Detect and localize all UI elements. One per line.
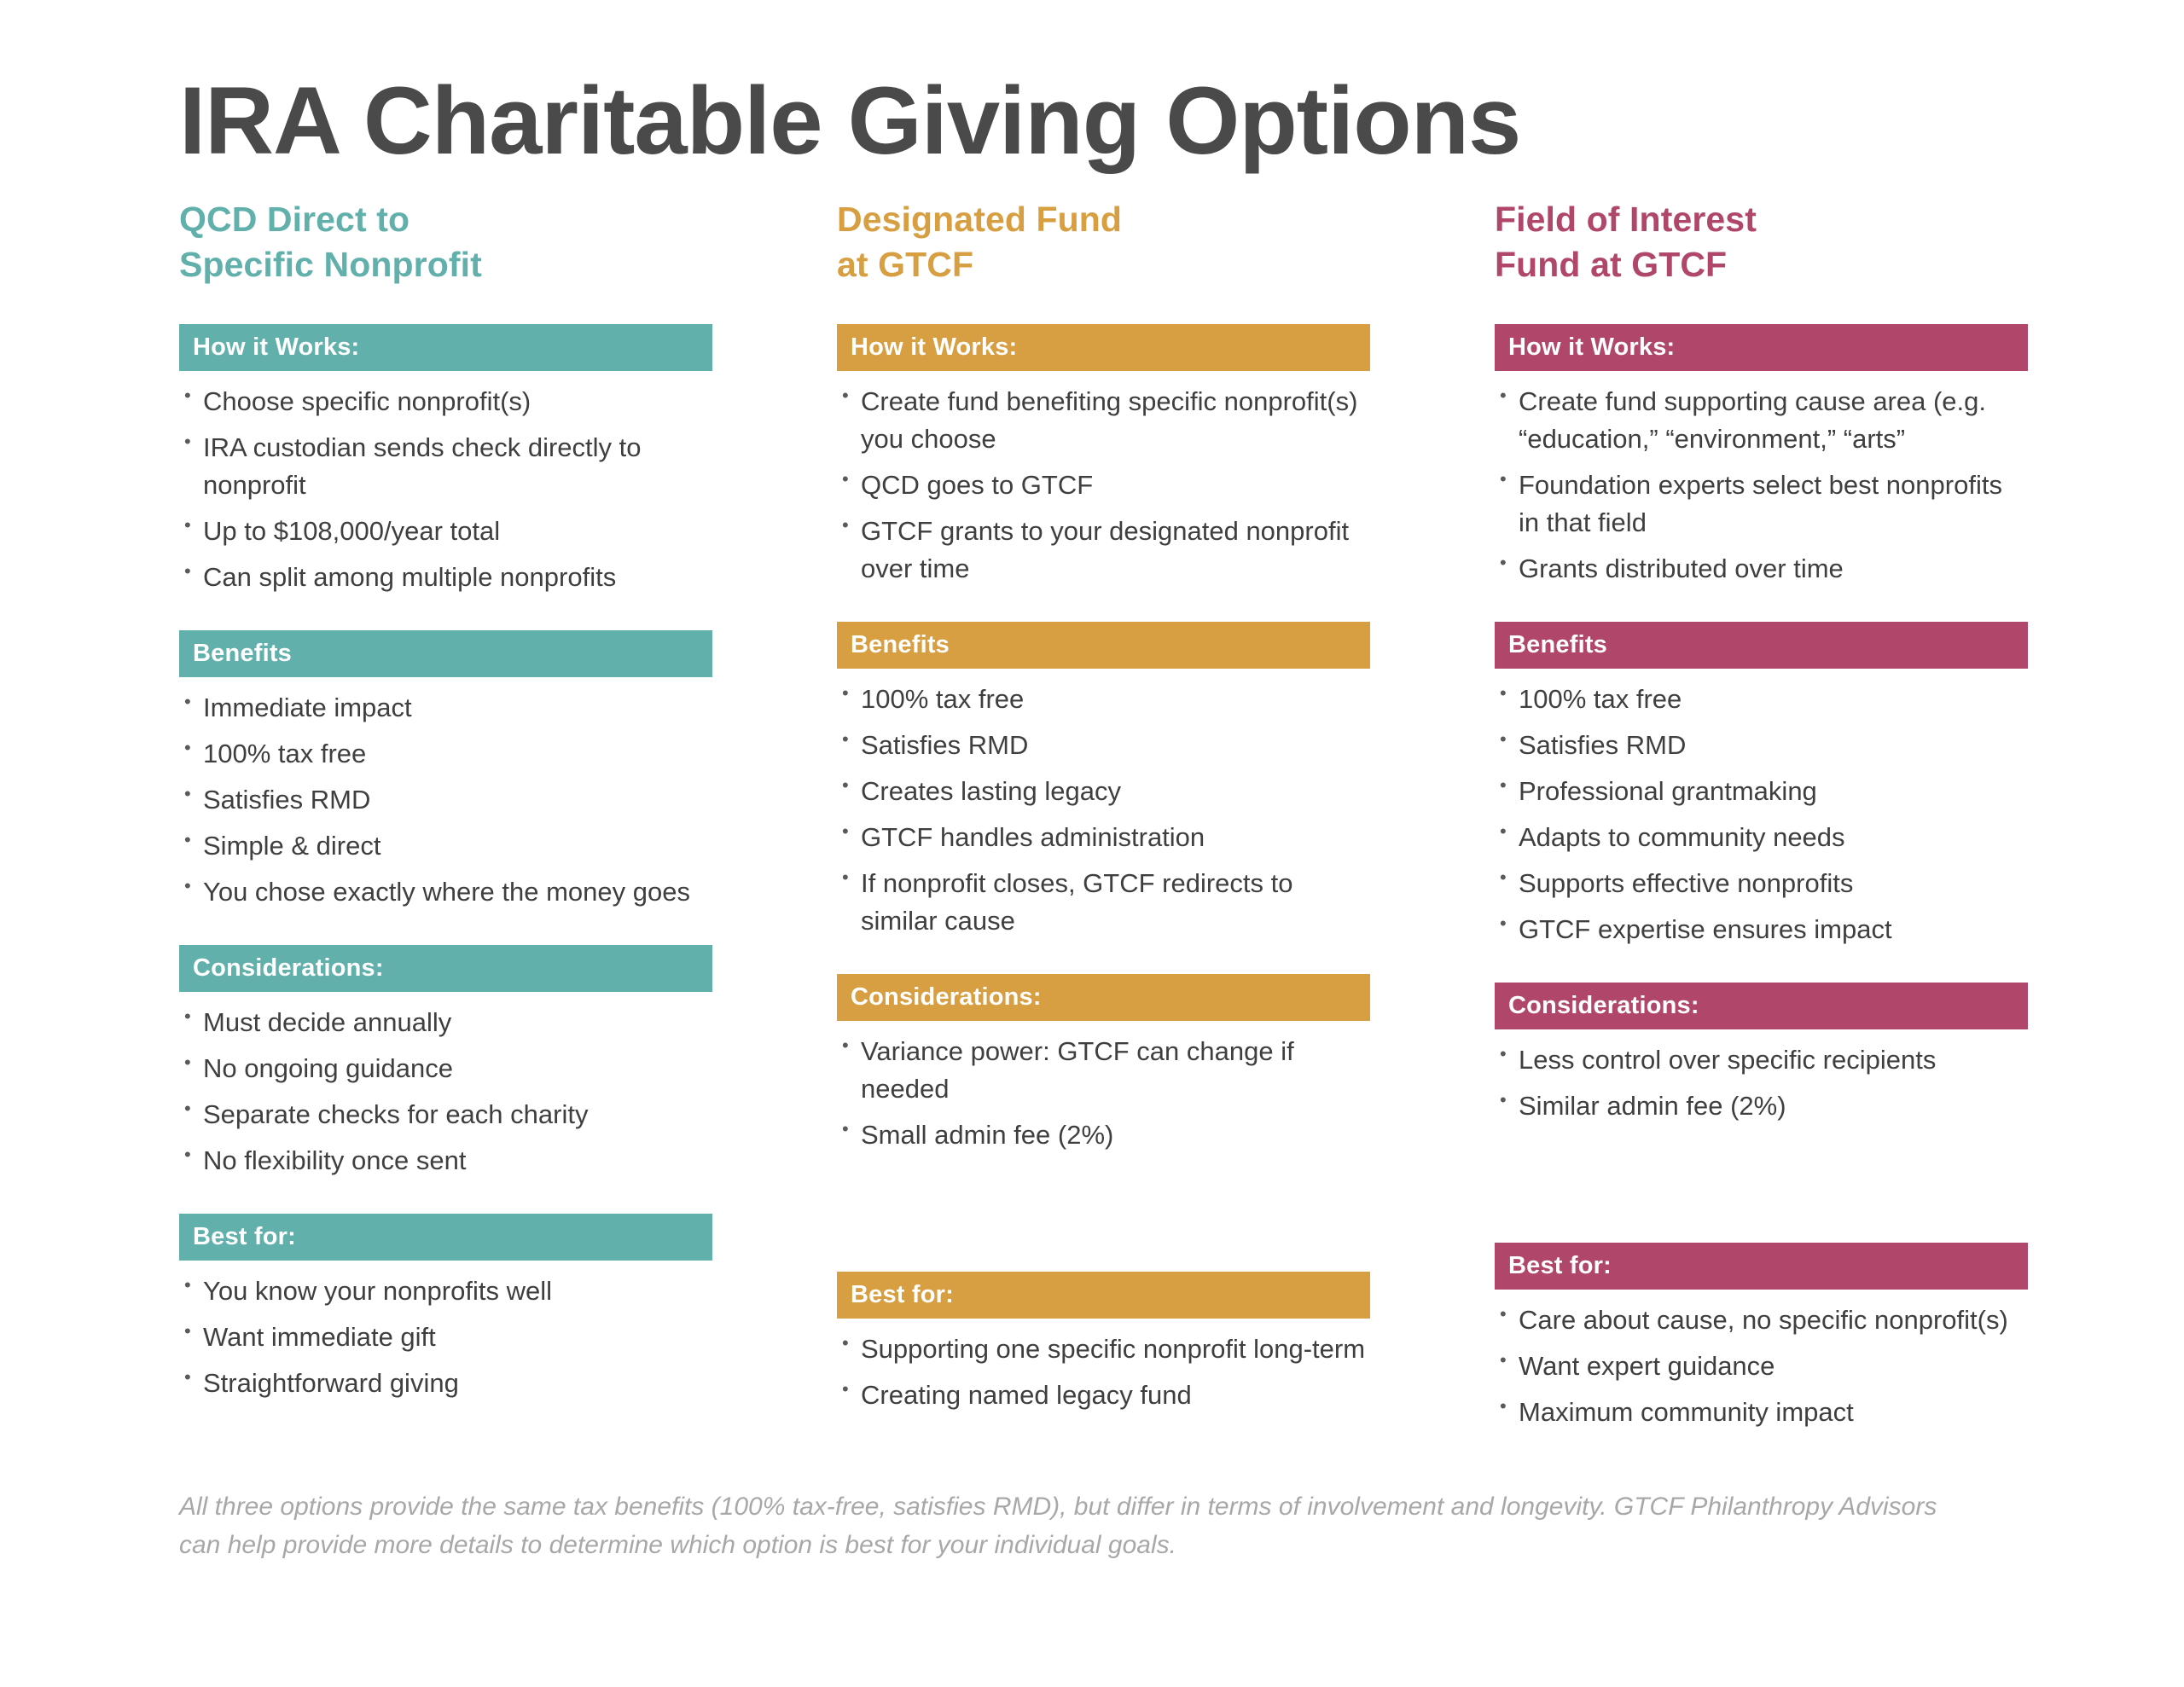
section-list-benefits bbox=[179, 677, 712, 911]
section-best-for bbox=[837, 1272, 1370, 1414]
spacer bbox=[179, 605, 712, 630]
list-item: • GTCF grants to your designated nonprofit over time bbox=[837, 513, 1370, 588]
list-item: • Care about cause, no specific nonprofit(s) bbox=[1495, 1301, 2028, 1339]
option-column-field-of-interest bbox=[1495, 197, 2028, 1440]
section-benefits bbox=[837, 622, 1370, 940]
spacer bbox=[1495, 1133, 2028, 1243]
footnote: All three options provide the same tax benefits (100% tax-free, satisfies RMD), but differ in terms of involvement and longevity. GTCF Philanthropy Advisors can help provide more details to determine which option is best for your individual goals. bbox=[179, 1493, 1937, 1560]
section-list-considerations bbox=[837, 1021, 1370, 1154]
section-heading-considerations: Considerations: bbox=[179, 945, 712, 992]
section-benefits bbox=[179, 630, 712, 911]
list-item: • Satisfies RMD bbox=[837, 727, 1370, 764]
spacer bbox=[837, 948, 1370, 974]
spacer bbox=[837, 1162, 1370, 1272]
list-item: • Must decide annually bbox=[179, 1004, 712, 1041]
section-list-how-it-works bbox=[179, 371, 712, 596]
list-item: • Creating named legacy fund bbox=[837, 1377, 1370, 1414]
list-item: • IRA custodian sends check directly to nonprofit bbox=[179, 429, 712, 504]
spacer bbox=[837, 596, 1370, 622]
list-item: • GTCF expertise ensures impact bbox=[1495, 911, 2028, 948]
list-item: • You chose exactly where the money goes bbox=[179, 873, 712, 911]
list-item: • Professional grantmaking bbox=[1495, 773, 2028, 810]
section-heading-benefits: Benefits bbox=[837, 622, 1370, 669]
list-item: • Variance power: GTCF can change if needed bbox=[837, 1033, 1370, 1108]
list-item: • Supporting one specific nonprofit long-term bbox=[837, 1330, 1370, 1368]
list-item: • You know your nonprofits well bbox=[179, 1272, 712, 1310]
list-item: • Similar admin fee (2%) bbox=[1495, 1087, 2028, 1125]
section-considerations bbox=[1495, 983, 2028, 1125]
column-title-line2: Specific Nonprofit bbox=[179, 244, 482, 284]
list-item: • Adapts to community needs bbox=[1495, 819, 2028, 856]
section-list-considerations bbox=[179, 992, 712, 1180]
section-best-for bbox=[179, 1214, 712, 1402]
section-heading-how-it-works: How it Works: bbox=[837, 324, 1370, 371]
list-item: • Create fund benefiting specific nonprofit(s) you choose bbox=[837, 383, 1370, 458]
section-how-it-works bbox=[837, 324, 1370, 588]
spacer bbox=[179, 1188, 712, 1214]
section-heading-benefits: Benefits bbox=[1495, 622, 2028, 669]
section-considerations bbox=[179, 945, 712, 1180]
section-list-best-for bbox=[837, 1319, 1370, 1414]
list-item: • Foundation experts select best nonprofits in that field bbox=[1495, 467, 2028, 542]
list-item: • Grants distributed over time bbox=[1495, 550, 2028, 588]
section-list-how-it-works bbox=[837, 371, 1370, 588]
section-list-best-for bbox=[179, 1261, 712, 1402]
list-item: • 100% tax free bbox=[179, 735, 712, 773]
list-item: • If nonprofit closes, GTCF redirects to similar cause bbox=[837, 865, 1370, 940]
section-list-benefits bbox=[837, 669, 1370, 940]
spacer bbox=[1495, 957, 2028, 983]
list-item: • Satisfies RMD bbox=[179, 781, 712, 819]
column-title bbox=[837, 197, 1370, 287]
page-title: IRA Charitable Giving Options bbox=[179, 67, 1521, 174]
list-item: • Creates lasting legacy bbox=[837, 773, 1370, 810]
section-heading-benefits: Benefits bbox=[179, 630, 712, 677]
list-item: • Up to $108,000/year total bbox=[179, 513, 712, 550]
options-columns bbox=[179, 197, 2026, 1440]
column-title-line1: Designated Fund bbox=[837, 200, 1123, 240]
spacer bbox=[1495, 596, 2028, 622]
section-heading-best-for: Best for: bbox=[179, 1214, 712, 1261]
list-item: • Immediate impact bbox=[179, 689, 712, 727]
section-heading-considerations: Considerations: bbox=[1495, 983, 2028, 1029]
option-column-qcd-direct bbox=[179, 197, 712, 1440]
list-item: • Maximum community impact bbox=[1495, 1394, 2028, 1431]
section-considerations bbox=[837, 974, 1370, 1154]
list-item: • No flexibility once sent bbox=[179, 1142, 712, 1180]
list-item: • Want expert guidance bbox=[1495, 1348, 2028, 1385]
list-item: • No ongoing guidance bbox=[179, 1050, 712, 1087]
section-list-benefits bbox=[1495, 669, 2028, 948]
section-best-for bbox=[1495, 1243, 2028, 1431]
list-item: • Can split among multiple nonprofits bbox=[179, 559, 712, 596]
section-heading-best-for: Best for: bbox=[837, 1272, 1370, 1319]
list-item: • Create fund supporting cause area (e.g. “education,” “environment,” “arts” bbox=[1495, 383, 2028, 458]
column-title-line1: Field of Interest bbox=[1495, 200, 1757, 240]
section-list-best-for bbox=[1495, 1290, 2028, 1431]
spacer bbox=[179, 919, 712, 945]
list-item: • 100% tax free bbox=[1495, 681, 2028, 718]
column-title-line1: QCD Direct to bbox=[179, 200, 410, 240]
list-item: • GTCF handles administration bbox=[837, 819, 1370, 856]
list-item: • 100% tax free bbox=[837, 681, 1370, 718]
list-item: • Less control over specific recipients bbox=[1495, 1041, 2028, 1079]
column-title bbox=[179, 197, 712, 287]
section-how-it-works bbox=[179, 324, 712, 596]
column-title-line2: Fund at GTCF bbox=[1495, 244, 1728, 284]
list-item: • Straightforward giving bbox=[179, 1365, 712, 1402]
section-heading-considerations: Considerations: bbox=[837, 974, 1370, 1021]
section-list-how-it-works bbox=[1495, 371, 2028, 588]
list-item: • Separate checks for each charity bbox=[179, 1096, 712, 1133]
list-item: • Choose specific nonprofit(s) bbox=[179, 383, 712, 420]
list-item: • Satisfies RMD bbox=[1495, 727, 2028, 764]
section-heading-best-for: Best for: bbox=[1495, 1243, 2028, 1290]
section-heading-how-it-works: How it Works: bbox=[179, 324, 712, 371]
section-heading-how-it-works: How it Works: bbox=[1495, 324, 2028, 371]
list-item: • QCD goes to GTCF bbox=[837, 467, 1370, 504]
list-item: • Want immediate gift bbox=[179, 1319, 712, 1356]
column-title-line2: at GTCF bbox=[837, 244, 974, 284]
section-benefits bbox=[1495, 622, 2028, 948]
section-list-considerations bbox=[1495, 1029, 2028, 1125]
section-how-it-works bbox=[1495, 324, 2028, 588]
list-item: • Simple & direct bbox=[179, 827, 712, 865]
column-title bbox=[1495, 197, 2028, 287]
list-item: • Supports effective nonprofits bbox=[1495, 865, 2028, 902]
option-column-designated-fund bbox=[837, 197, 1370, 1440]
list-item: • Small admin fee (2%) bbox=[837, 1116, 1370, 1154]
